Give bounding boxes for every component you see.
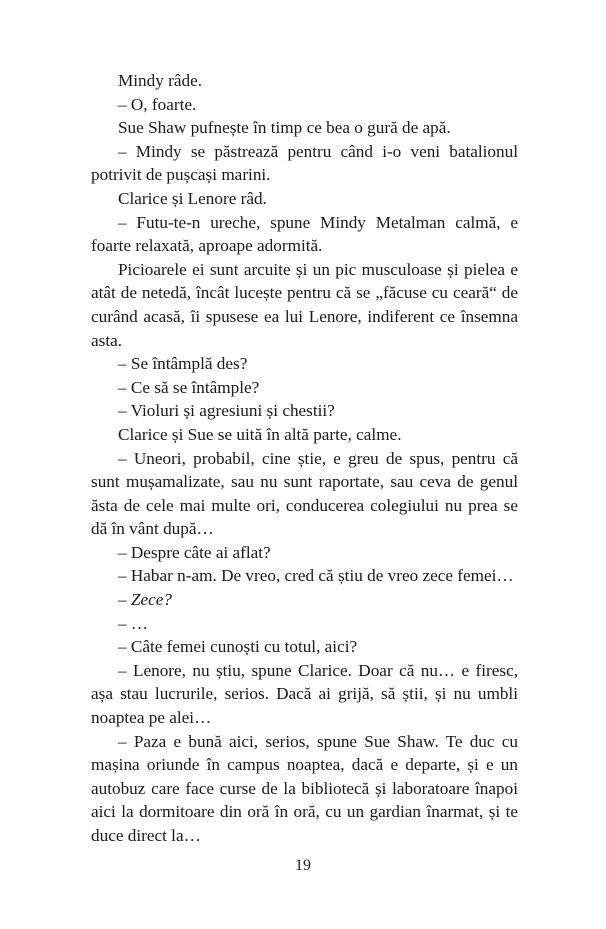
paragraph: Sue Shaw pufnește în timp ce bea o gură de apă. [118, 118, 451, 138]
paragraph: Clarice și Lenore râd. [118, 188, 267, 208]
paragraph: – Mindy se păstrează pentru când i-o veni batalionul potrivit de pușcași marini. [91, 141, 518, 185]
paragraph: Mindy râde. [118, 71, 203, 90]
paragraph: – Paza e bună aici, serios, spune Sue Shaw. Te duc cu mașina oriunde în campus noaptea, dacă e departe, și e un autobuz care face curse de la bibliotecă și laboratoare înapoi aici la dormitoare din oră în oră, cu un gardian înarmat, și te duce direct la… [91, 731, 518, 845]
dialogue-dash: – [118, 590, 131, 610]
paragraph: – Violuri și agresiuni și chestii? [118, 401, 335, 421]
paragraph: Clarice și Sue se uită în altă parte, calme. [118, 424, 402, 444]
paragraph: – Despre câte ai aflat? [118, 542, 271, 562]
paragraph: – Futu-te-n ureche, spune Mindy Metalman calmă, e foarte relaxată, aproape adormită. [91, 212, 518, 256]
page-body-text [91, 69, 518, 848]
paragraph: Picioarele ei sunt arcuite și un pic musculoase și pielea e atât de netedă, încât lucește pentru că se „făcuse cu ceară“ de curând acasă, îi spusese ea lui Lenore, indiferent ce însemna asta. [91, 259, 518, 350]
paragraph: – Câte femei cunoști cu totul, aici? [118, 637, 358, 657]
paragraph: – Lenore, nu știu, spune Clarice. Doar că nu… e firesc, așa stau lucrurile, serios. Dacă ai grijă, să știi, și nu umbli noaptea pe alei… [91, 660, 518, 728]
italic-text: Zece? [130, 590, 172, 610]
paragraph: – Habar n-am. De vreo, cred că știu de vreo zece femei… [118, 566, 514, 586]
paragraph: – … [118, 613, 149, 633]
paragraph [91, 588, 518, 612]
paragraph: – Ce să se întâmple? [118, 377, 260, 397]
paragraph: – O, foarte. [118, 94, 197, 114]
paragraph: – Uneori, probabil, cine știe, e greu de spus, pentru că sunt mușamalizate, sau nu sunt raportate, sau ceva de genul ăsta de cele mai multe ori, conducerea colegiului nu prea se dă în vânt după… [91, 448, 518, 539]
page-number: 19 [295, 857, 311, 874]
paragraph: – Se întâmplă des? [118, 354, 248, 374]
